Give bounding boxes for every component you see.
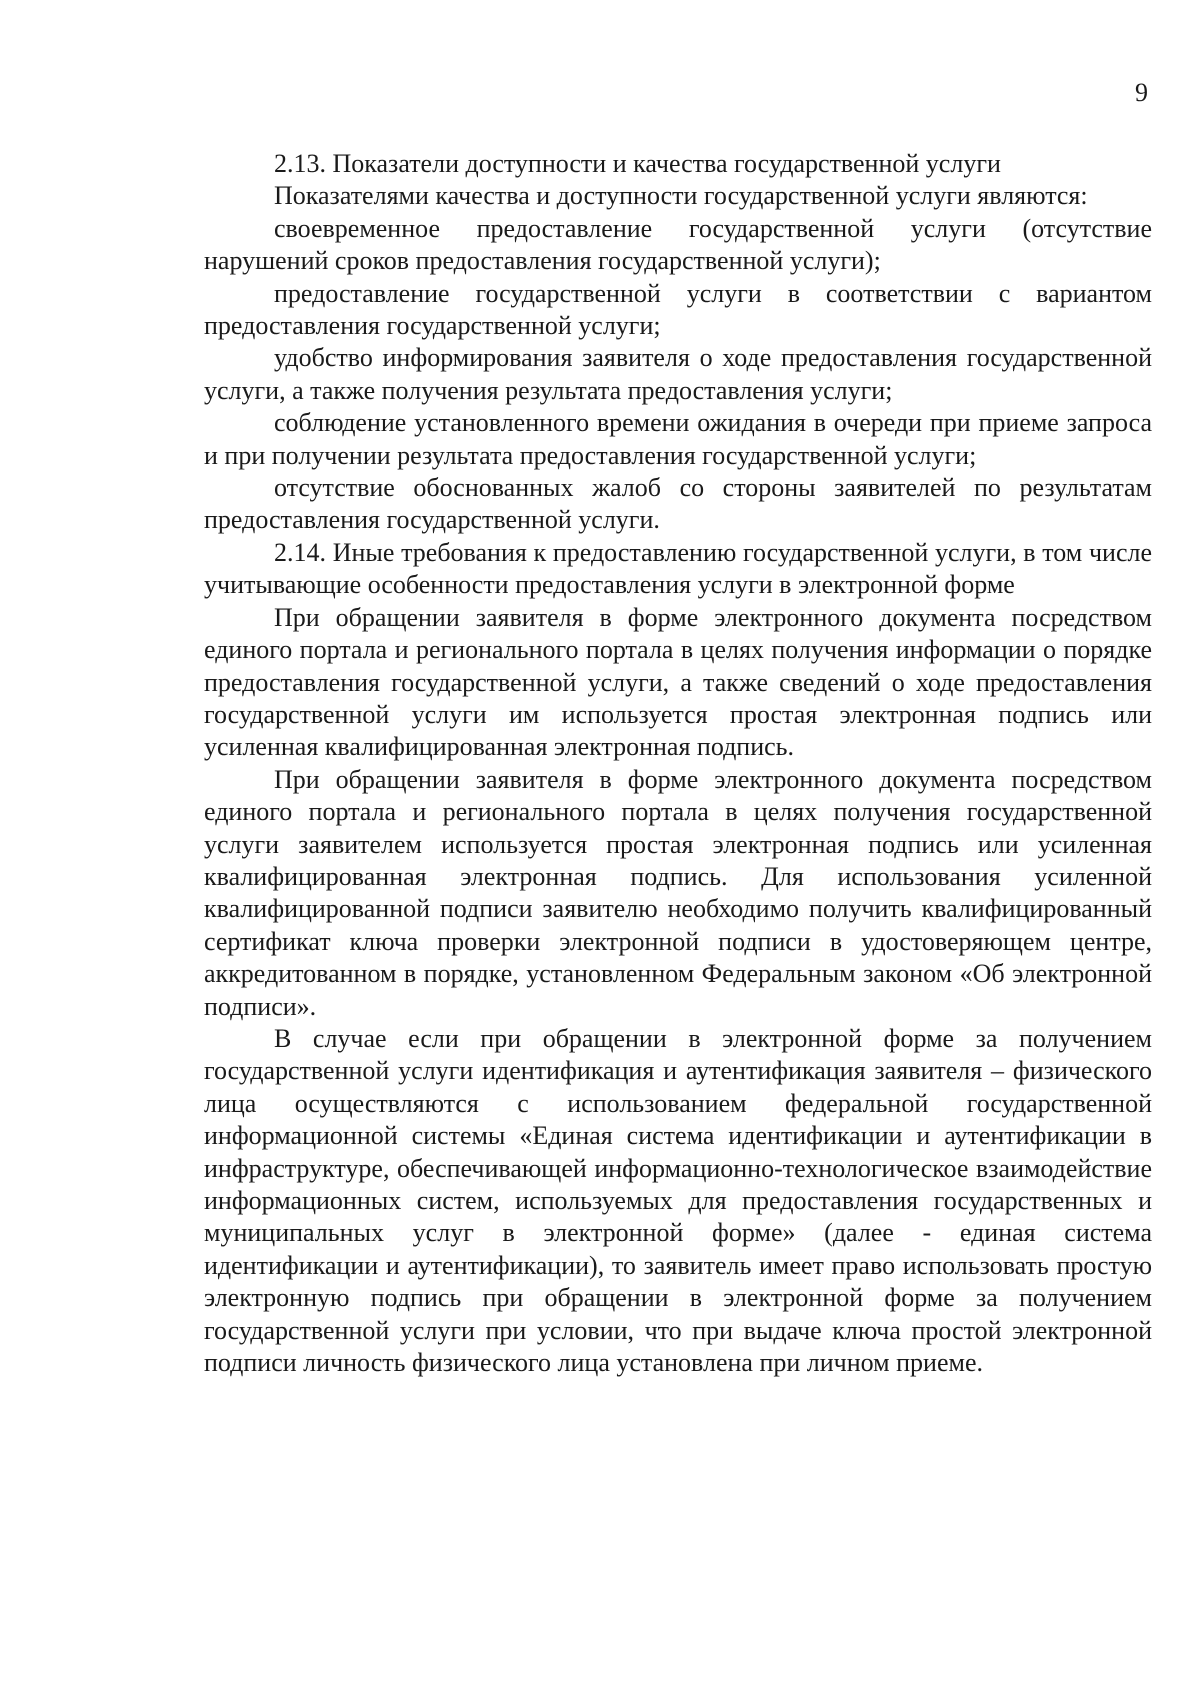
paragraph-information-request: При обращении заявителя в форме электронного документа посредством единого портала и регионального портала в целях получения информации о порядке предоставления государственной услуги, а также сведений о ходе предоставления государственной услуги им используется простая электронная подпись или усиленная квалифицированная электронная подпись.	[204, 602, 1152, 762]
paragraph-informing-convenience: удобство информирования заявителя о ходе предоставления государственной услуги, а также получения результата предоставления услуги;	[204, 343, 1152, 405]
paragraph-variant-provision: предоставление государственной услуги в соответствии с вариантом предоставления государственной услуги;	[204, 278, 1152, 341]
paragraph-no-complaints: отсутствие обоснованных жалоб со стороны заявителей по результатам предоставления государственной услуги.	[204, 473, 1152, 535]
section-heading-2-13: 2.13. Показатели доступности и качества государственной услуги	[274, 149, 1001, 178]
paragraph-timely-provision: своевременное предоставление государственной услуги (отсутствие нарушений сроков предоставления государственной услуги);	[204, 213, 1152, 276]
section-heading-2-14: 2.14. Иные требования к предоставлению государственной услуги, в том числе учитывающие особенности предоставления услуги в электронной форме	[204, 537, 1152, 600]
paragraph-indicators-intro: Показателями качества и доступности государственной услуги являются:	[274, 181, 1088, 211]
paragraph-waiting-time: соблюдение установленного времени ожидания в очереди при приеме запроса и при получении результата предоставления государственной услуги;	[204, 408, 1152, 470]
paragraph-service-request: При обращении заявителя в форме электронного документа посредством единого портала и регионального портала в целях получения государственной услуги заявителем используется простая электронная подпись или усиленная квалифицированная электронная подпись. Для использования усиленной квалифицированной подписи заявителю необходимо получить квалифицированный сертификат ключа проверки электронной подписи в удостоверяющем центре, аккредитованном в порядке, установленном Федеральным законом «Об электронной подписи».	[204, 764, 1152, 1021]
document-body	[204, 148, 1152, 1379]
paragraph-esia-identification: В случае если при обращении в электронной форме за получением государственной услуги идентификация и аутентификация заявителя – физического лица осуществляются с использованием федеральной государственной информационной системы «Единая система идентификации и аутентификации в инфраструктуре, обеспечивающей информационно-технологическое взаимодействие информационных систем, используемых для предоставления государственных и муниципальных услуг в электронной форме» (далее - единая система идентификации и аутентификации), то заявитель имеет право использовать простую электронную подпись при обращении в электронной форме за получением государственной услуги при условии, что при выдаче ключа простой электронной подписи личность физического лица установлена при личном приеме.	[204, 1023, 1152, 1378]
page-number: 9	[1135, 78, 1148, 107]
